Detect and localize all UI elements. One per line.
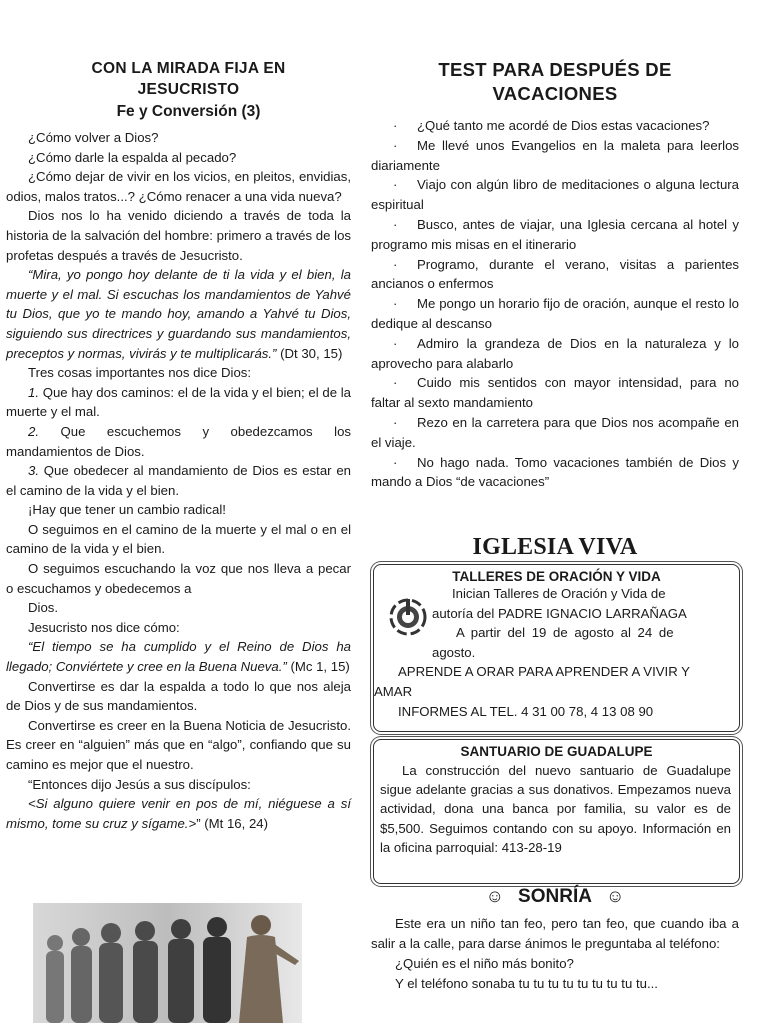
test-item-text: Cuido mis sentidos con mayor intensidad, para no faltar al sexto mandamiento [371,375,739,411]
talleres-line: APRENDE A ORAR PARA APRENDER A VIVIR Y [398,664,690,680]
test-item-text: Busco, antes de viajar, una Iglesia cercana al hotel y programo mis misas en el itinerario [371,216,739,252]
test-item [371,116,739,136]
bible-quote: “El tiempo se ha cumplido y el Reino de Dios ha llegado; Conviértete y cree en la Buena Nueva.” [6,639,351,675]
test-item [371,255,739,295]
sonria-body [371,914,739,994]
paragraph: “Entonces dijo Jesús a sus discípulos: [28,776,251,792]
paragraph: Convertirse es creer en la Buena Noticia de Jesucristo. Es creer en “alguien” más que en “algo”, confiando que su camino es mejor que el nuestro. [6,717,351,772]
talleres-line: Inician Talleres de Oración y Vida de [452,586,666,601]
test-item [371,413,739,453]
test-item [371,334,739,374]
talleres-line: autoría del PADRE IGNACIO LARRAÑAGA [432,605,687,621]
bullet-icon: · [393,375,398,391]
point-number: 3. [28,463,39,479]
bullet-icon: · [393,177,398,193]
talleres-line: AMAR [374,683,413,699]
point-number: 1. [28,384,39,400]
paragraph: ¿Cómo dejar de vivir en los vicios, en pleitos, envidias, odios, malos tratos...? ¿Cómo renacer a una vida nueva? [6,169,351,204]
test-item [371,215,739,255]
point-text: Que hay dos caminos: el de la vida y el bien; el de la muerte y el mal. [6,384,351,420]
numbered-point [6,461,351,500]
paragraph: Dios. [28,600,59,616]
test-item-text: Rezo en la carretera para que Dios nos acompañe en el viaje. [371,414,739,450]
iglesia-viva-title: IGLESIA VIVA [472,534,638,560]
paragraph: ¿Quién es el niño más bonito? [395,956,574,971]
santuario-heading: SANTUARIO DE GUADALUPE [460,744,653,759]
paragraph: Y el teléfono sonaba tu tu tu tu tu tu tu tu tu... [395,976,658,991]
santuario-box [373,739,740,884]
sonria-title-text: SONRÍA [518,886,592,907]
bullet-icon: · [393,335,398,351]
test-title-line1: TEST PARA DESPUÉS DE [438,59,672,80]
bullet-icon: · [393,454,398,470]
numbered-point [6,422,351,461]
point-text: Que obedecer al mandamiento de Dios es estar en el camino de la vida y el bien. [6,463,351,498]
bullet-icon: · [393,296,398,312]
paragraph: Dios nos lo ha venido diciendo a través de toda la historia de la salvación del hombre: primero a través de los profetas después a través de Jesucristo. [6,208,351,263]
test-item [371,175,739,215]
paragraph: Jesucristo nos dice cómo: [28,619,180,635]
smiley-icon: ☺ [605,886,625,906]
paragraph: ¿Cómo volver a Dios? [28,130,159,145]
talleres-line: agosto. [432,644,476,660]
test-list [371,116,739,492]
talleres-phone: INFORMES AL TEL. 4 31 00 78, 4 13 08 90 [398,703,654,719]
test-item-text: No hago nada. Tomo vacaciones también de Dios y mando a Dios “de vacaciones” [371,454,739,490]
quote-paragraph [6,265,351,363]
test-item [371,373,739,413]
test-item-text: ¿Qué tanto me acordé de Dios estas vacaciones? [417,118,710,133]
test-item-text: Programo, durante el verano, visitas a parientes ancianos o enfermos [371,256,739,292]
talleres-box [373,564,740,732]
paragraph: Convertirse es dar la espalda a todo lo que nos aleja de Dios y de sus mandamientos. [6,678,351,714]
talleres-logo-icon [388,595,428,639]
test-title [371,58,739,106]
bible-reference: (Mc 1, 15) [286,659,350,675]
smiley-icon: ☺ [485,886,505,906]
quote-paragraph [6,794,351,833]
bullet-icon: · [393,414,398,430]
talleres-body [374,584,739,721]
article-title-line2: JESUCRISTO [137,81,240,98]
paragraph: O seguimos en el camino de la muerte y el mal o en el camino de la vida y el bien. [6,521,351,557]
article-body [6,128,351,833]
article-title [6,58,351,100]
bullet-icon: · [393,216,398,232]
santuario-text: La construcción del nuevo santuario de Guadalupe sigue adelante gracias a sus donativos. Empezamos nueva actividad, dona una banca por familia, su valor es de $5,500. Seguimos contando con su apoyo. Información en la oficina parroquial: 413-28-19 [380,763,731,855]
point-text: Que escuchemos y obedezcamos los mandamientos de Dios. [6,423,351,459]
paragraph: Tres cosas importantes nos dice Dios: [28,365,252,381]
bullet-icon: · [393,118,398,133]
test-item-text: Viajo con algún libro de meditaciones o alguna lectura espiritual [371,177,739,213]
quote-paragraph [6,637,351,676]
paragraph: ¡Hay que tener un cambio radical! [28,502,226,518]
talleres-line: A partir del 19 de agosto al 24 de [456,625,674,641]
test-item [371,294,739,334]
bible-quote: “Mira, yo pongo hoy delante de ti la vida y el bien, la muerte y el mal. Si escuchas los mandamientos de Yahvé tu Dios, que yo te mando hoy, amando a Yahvé tu Dios, siguiendo sus directrices y guardando sus mandamientos, preceptos y normas, vivirás y te multiplicarás.” [6,267,351,361]
point-number: 2. [28,423,39,439]
talleres-heading: TALLERES DE ORACIÓN Y VIDA [452,569,661,584]
bible-quote: <Si alguno quiere venir en pos de mí, niéguese a sí mismo, tome su cruz y sígame.> [6,796,351,831]
test-item [371,136,739,176]
right-column [371,58,739,492]
santuario-body [374,759,739,857]
test-item [371,453,739,493]
sonria-title [371,886,739,908]
bullet-icon: · [393,256,398,272]
test-item-text: Me pongo un horario fijo de oración, aunque el resto lo dedique al descanso [371,296,739,331]
article-subtitle: Fe y Conversión (3) [116,103,261,120]
bible-reference: (Dt 30, 15) [276,345,343,361]
bullet-icon: · [393,137,398,153]
test-title-line2: VACACIONES [492,83,618,104]
test-item-text: Me llevé unos Evangelios en la maleta para leerlos diariamente [371,137,739,173]
people-silhouette-image [33,903,302,1023]
article-title-line1: CON LA MIRADA FIJA EN [91,60,286,77]
paragraph: Este era un niño tan feo, pero tan feo, que cuando iba a salir a la calle, para darse ánimos le preguntaba al teléfono: [371,916,739,951]
paragraph: O seguimos escuchando la voz que nos lleva a pecar o escuchamos y obedecemos a [6,561,351,596]
paragraph: ¿Cómo darle la espalda al pecado? [28,149,237,165]
bible-reference: ” (Mt 16, 24) [196,815,269,831]
test-item-text: Admiro la grandeza de Dios en la naturaleza y lo aprovecho para alabarlo [371,335,739,371]
left-column [6,58,351,833]
numbered-point [6,383,351,422]
